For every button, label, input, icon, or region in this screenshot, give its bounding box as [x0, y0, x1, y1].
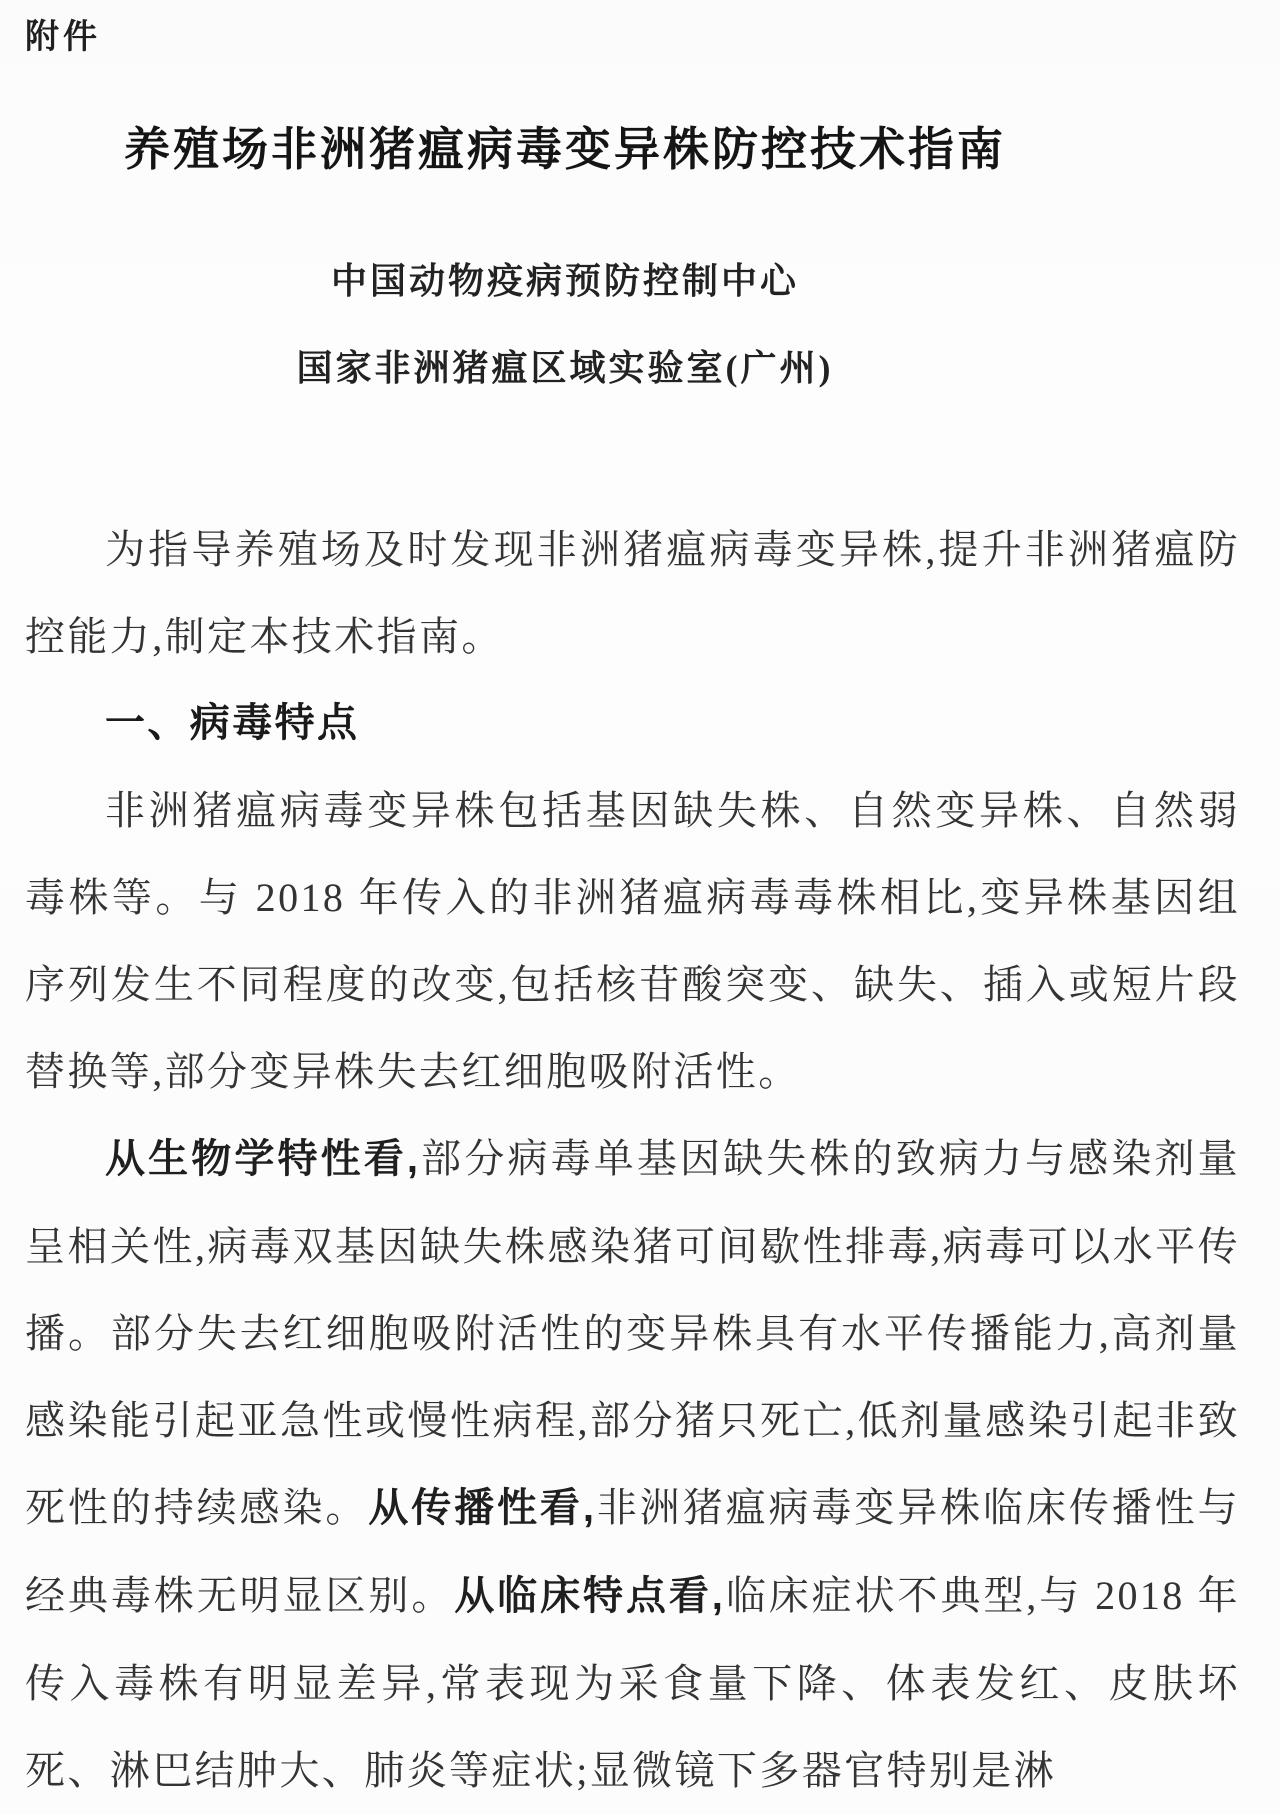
org-line-laboratory: 国家非洲猪瘟区域实验室(广州) [296, 348, 834, 388]
paragraph-characteristics [25, 1115, 1240, 1814]
bold-run-transmissibility: 从传播性看, [368, 1486, 597, 1530]
paragraph-intro: 为指导养殖场及时发现非洲猪瘟病毒变异株,提升非洲猪瘟防控能力,制定本技术指南。 [25, 527, 1240, 659]
text-run-transmissibility: 非洲猪瘟病毒变异株临床传播性与经典毒株无明显区别。 [25, 1485, 1241, 1618]
document-body [25, 506, 1240, 1814]
paragraph-variant-overview: 非洲猪瘟病毒变异株包括基因缺失株、自然变异株、自然弱毒株等。与 2018 年传入的非洲猪瘟病毒毒株相比,变异株基因组序列发生不同程度的改变,包括核苷酸突变、缺失、插入或短片段替换等,部分变异株失去红细胞吸附活性。 [25, 788, 1240, 1094]
document-title: 养殖场非洲猪瘟病毒变异株防控技术指南 [124, 123, 1006, 175]
text-run-clinical-features: 临床症状不典型,与 2018 年传入毒株有明显差异,常表现为采食量下降、体表发红、皮肤坏死、淋巴结肿大、肺炎等症状;显微镜下多器官特别是淋 [25, 1573, 1241, 1793]
text-run-biological-traits: 部分病毒单基因缺失株的致病力与感染剂量呈相关性,病毒双基因缺失株感染猪可间歇性排毒,病毒可以水平传播。部分失去红细胞吸附活性的变异株具有水平传播能力,高剂量感染能引起亚急性或慢性病程,部分猪只死亡,低剂量感染引起非致死性的持续感染。 [25, 1136, 1240, 1530]
org-line-issuer: 中国动物疫病预防控制中心 [330, 261, 799, 301]
section-heading-virus-features: 一、病毒特点 [105, 701, 360, 745]
bold-run-biological-traits: 从生物学特性看, [105, 1137, 421, 1181]
attachment-label: 附件 [25, 18, 101, 56]
document-header [25, 118, 1105, 412]
bold-run-clinical-features: 从临床特点看, [454, 1574, 726, 1618]
